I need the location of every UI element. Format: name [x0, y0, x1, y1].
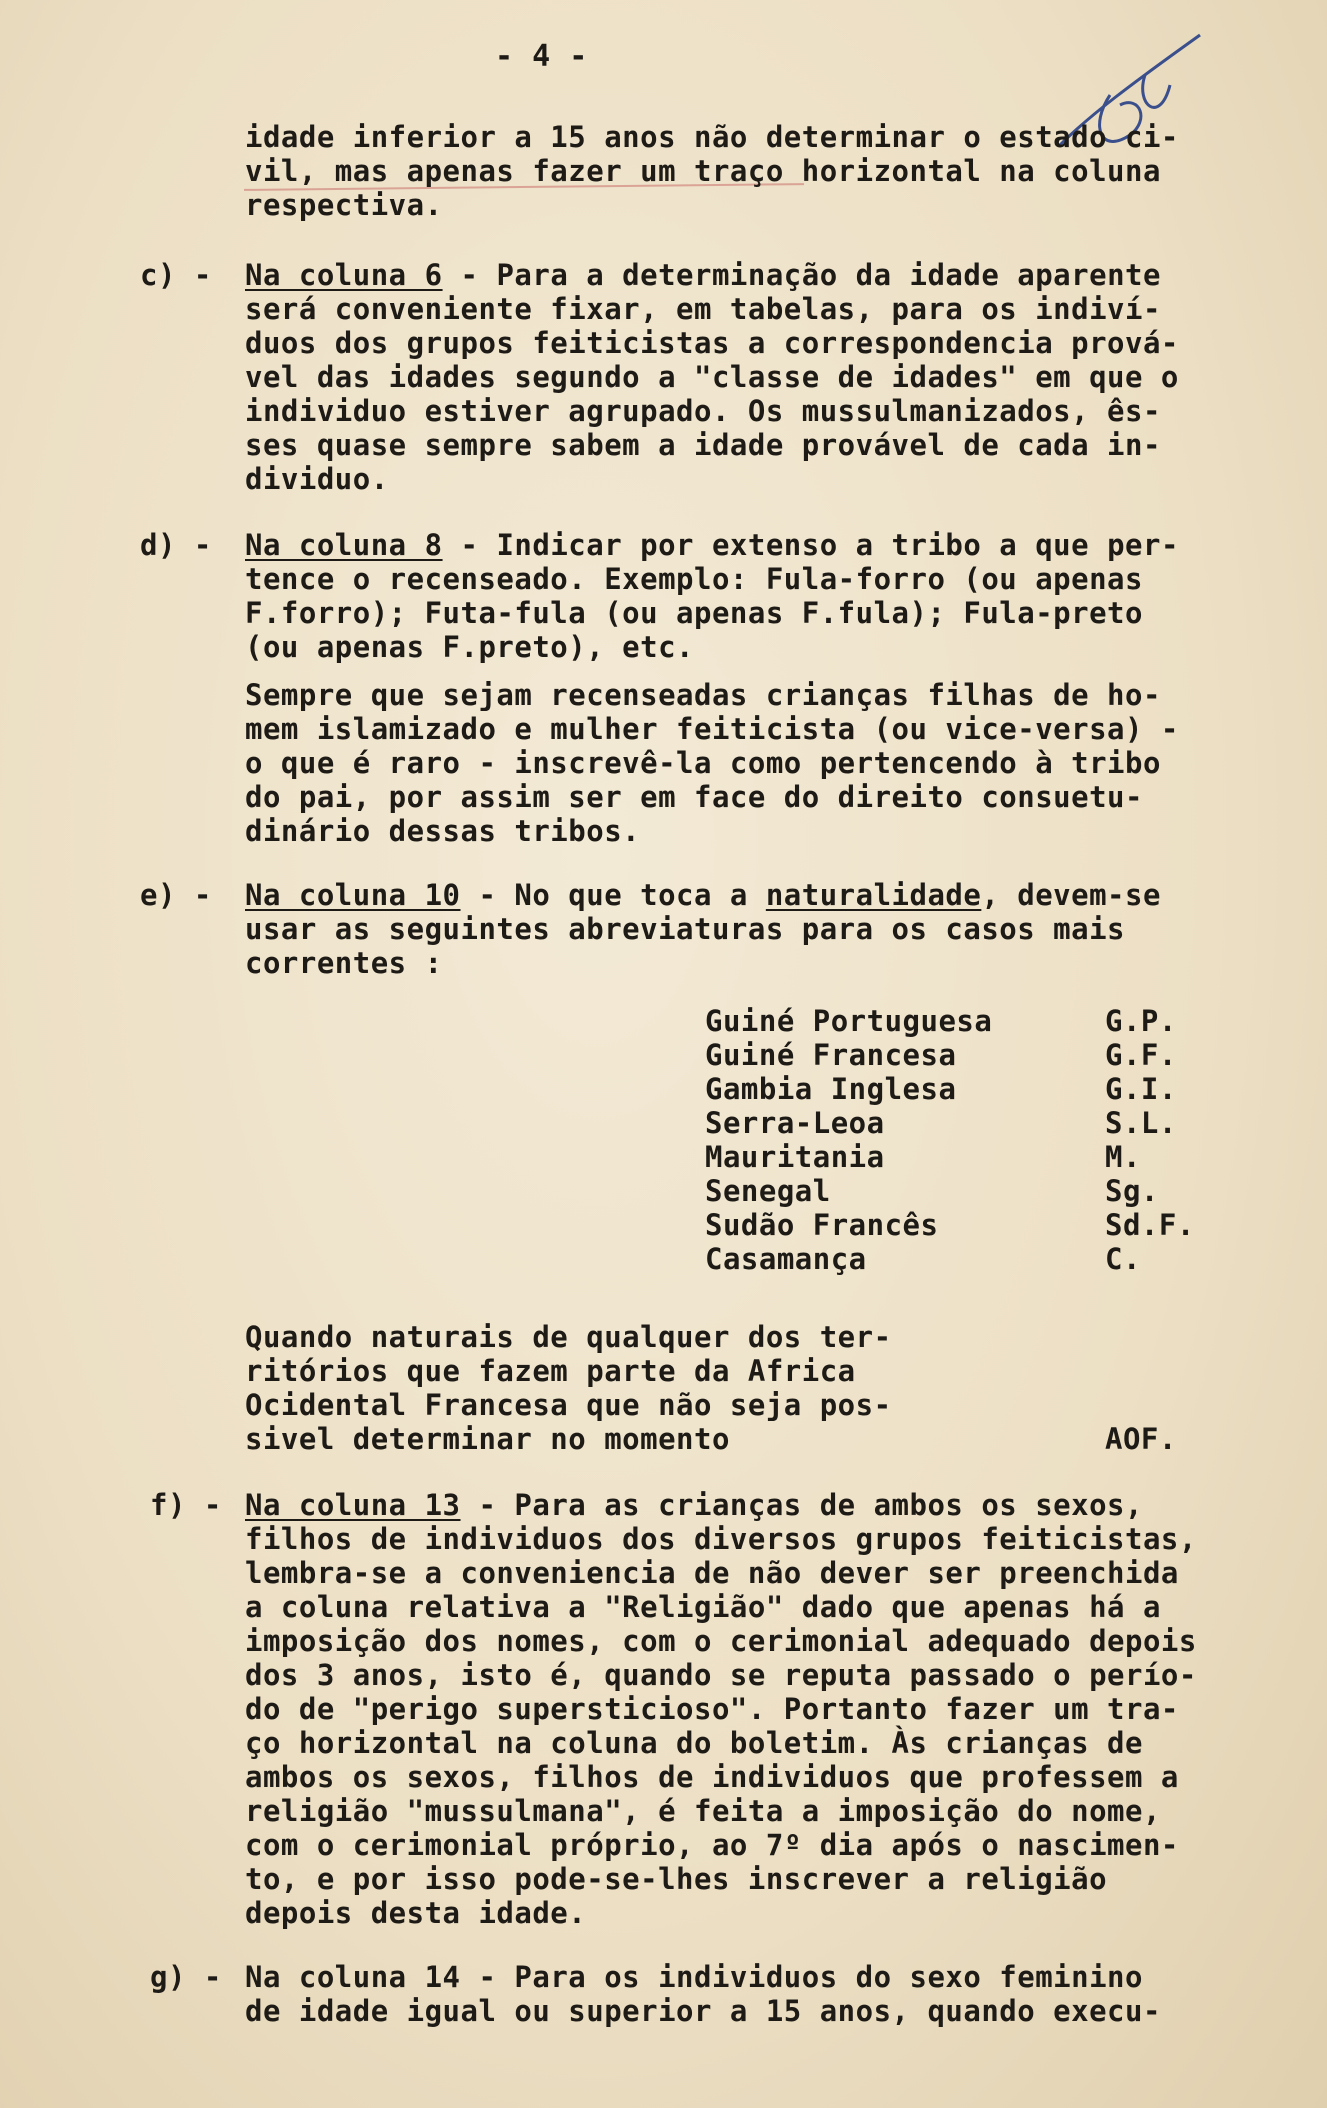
section-e-line: usar as seguintes abreviaturas para os casos mais — [245, 912, 1126, 946]
section-f-line: dos 3 anos, isto é, quando se reputa passado o perío- — [245, 1658, 1197, 1692]
intro-paragraph — [245, 120, 1179, 222]
section-c-line: duos dos grupos feiticistas a correspondencia prová- — [245, 326, 1179, 360]
table-row: Guiné Francesa G.F. — [705, 1038, 1177, 1072]
section-f-line: do de "perigo supersticioso". Portanto fazer um tra- — [245, 1692, 1179, 1726]
section-c-line: vel das idades segundo a "classe de idades" em que o — [245, 360, 1179, 394]
section-f-line: filhos de individuos dos diversos grupos feiticistas, — [245, 1522, 1197, 1556]
section-g-line: - Para os individuos do sexo feminino — [460, 1960, 1143, 1994]
section-f-line: - Para as crianças de ambos os sexos, — [460, 1488, 1143, 1522]
table-row: Casamança C. — [705, 1242, 1141, 1276]
section-f-line: ambos os sexos, filhos de individuos que professem a — [245, 1760, 1179, 1794]
section-f-line: a coluna relativa a "Religião" dado que apenas há a — [245, 1590, 1161, 1624]
section-c-line: dividuo. — [245, 462, 389, 496]
aof-line: Ocidental Francesa que não seja pos- — [245, 1388, 892, 1422]
page-number: - 4 - — [495, 39, 588, 74]
section-f-line: religião "mussulmana", é feita a imposição do nome, — [245, 1794, 1161, 1828]
section-c-line: individuo estiver agrupado. Os mussulmanizados, ês- — [245, 394, 1161, 428]
section-g-line: de idade igual ou superior a 15 anos, quando execu- — [245, 1994, 1161, 2028]
section-d-heading: Na coluna 8 — [245, 528, 443, 562]
aof-paragraph — [245, 1320, 892, 1456]
aof-code: AOF. — [1105, 1422, 1177, 1456]
table-row: Guiné Portuguesa G.P. — [705, 1004, 1177, 1038]
section-g-label: g) - — [150, 1960, 222, 1994]
aof-line: Quando naturais de qualquer dos ter- — [245, 1320, 892, 1354]
section-f-line: com o cerimonial próprio, ao 7º dia após o nascimen- — [245, 1828, 1179, 1862]
section-d-para2-line: dinário dessas tribos. — [245, 814, 641, 848]
intro-line: vil, mas apenas fazer um traço horizontal na coluna — [245, 154, 1161, 188]
section-e-label: e) - — [140, 878, 212, 912]
section-d-para2-line: o que é raro - inscrevê-la como pertencendo à tribo — [245, 746, 1161, 780]
table-row: Mauritania M. — [705, 1140, 1141, 1174]
section-f-line: to, e por isso pode-se-lhes inscrever a religião — [245, 1862, 1108, 1896]
section-e — [245, 878, 1161, 980]
section-f-label: f) - — [150, 1488, 222, 1522]
section-e-line: correntes : — [245, 946, 443, 980]
section-c — [245, 258, 1179, 496]
section-g-heading: Na coluna 14 — [245, 1960, 461, 1994]
section-d-line: (ou apenas F.preto), etc. — [245, 630, 694, 664]
section-c-line: - Para a determinação da idade aparente — [442, 258, 1161, 292]
section-e-underlined-word: naturalidade — [765, 878, 982, 912]
table-row: Serra-Leoa S.L. — [705, 1106, 1177, 1140]
section-d-para2-line: Sempre que sejam recenseadas crianças filhas de ho- — [245, 678, 1161, 712]
section-f-heading: Na coluna 13 — [245, 1488, 461, 1522]
section-e-line: - No que toca a — [460, 878, 766, 912]
section-e-heading: Na coluna 10 — [245, 878, 461, 912]
section-c-heading: Na coluna 6 — [245, 258, 443, 292]
table-row: Sudão Francês Sd.F. — [705, 1208, 1195, 1242]
section-c-line: será conveniente fixar, em tabelas, para os indiví- — [245, 292, 1161, 326]
section-f — [245, 1488, 1197, 1930]
section-d-line: tence o recenseado. Exemplo: Fula-forro (ou apenas — [245, 562, 1143, 596]
section-d-label: d) - — [140, 528, 212, 562]
section-d — [245, 528, 1179, 848]
table-row: Gambia Inglesa G.I. — [705, 1072, 1177, 1106]
aof-line: sivel determinar no momento — [245, 1422, 730, 1456]
section-d-line: F.forro); Futa-fula (ou apenas F.fula); Fula-preto — [245, 596, 1143, 630]
section-d-para2-line: mem islamizado e mulher feiticista (ou vice-versa) - — [245, 712, 1179, 746]
section-f-line: lembra-se a conveniencia de não dever ser preenchida — [245, 1556, 1179, 1590]
section-g — [245, 1960, 1161, 2028]
table-row: Senegal Sg. — [705, 1174, 1159, 1208]
section-f-line: ço horizontal na coluna do boletim. Às crianças de — [245, 1726, 1143, 1760]
aof-line: ritórios que fazem parte da Africa — [245, 1354, 856, 1388]
section-f-line: depois desta idade. — [245, 1896, 587, 1930]
section-c-label: c) - — [140, 258, 212, 292]
section-d-para2-line: do pai, por assim ser em face do direito consuetu- — [245, 780, 1143, 814]
intro-line: idade inferior a 15 anos não determinar o estado ci- — [245, 120, 1179, 154]
section-d-line: - Indicar por extenso a tribo a que per- — [442, 528, 1179, 562]
section-e-line: , devem-se — [981, 878, 1161, 912]
section-f-line: imposição dos nomes, com o cerimonial adequado depois — [245, 1624, 1197, 1658]
abbreviation-table — [705, 1004, 1195, 1276]
intro-line: respectiva. — [245, 188, 443, 222]
section-c-line: ses quase sempre sabem a idade provável de cada in- — [245, 428, 1161, 462]
